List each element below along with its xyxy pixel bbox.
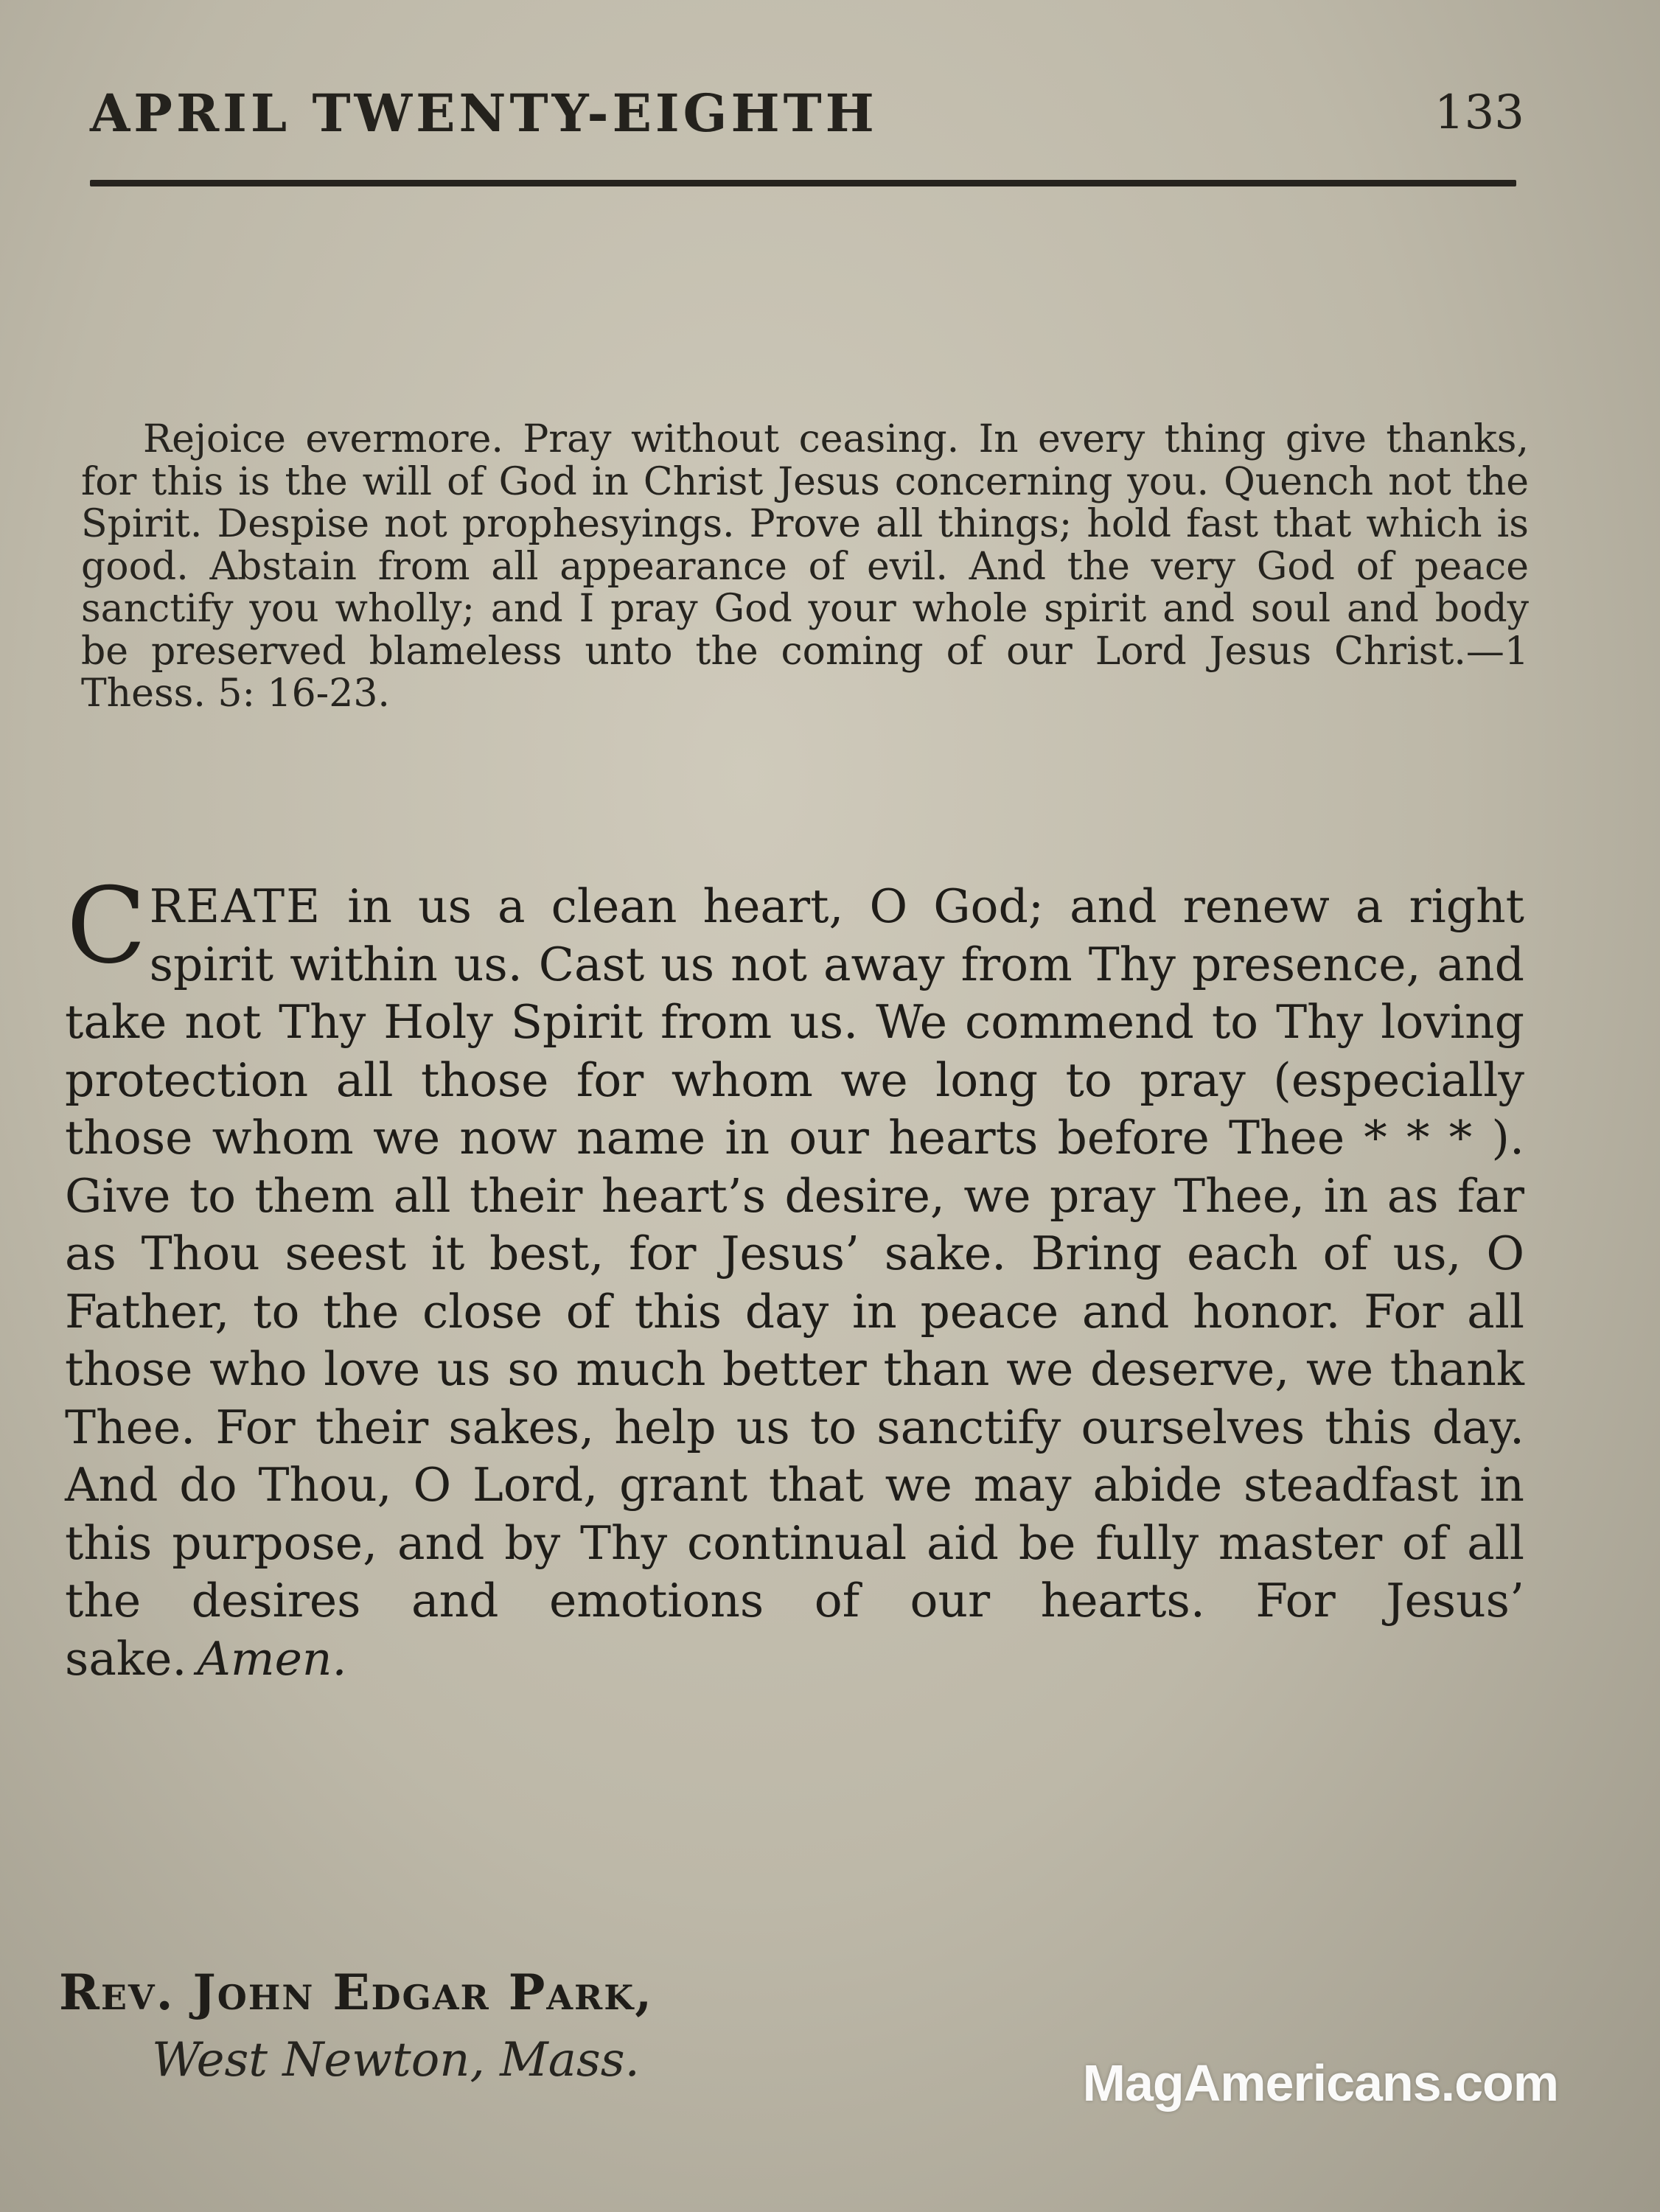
prayer-text [65,865,1524,1688]
author-location: West Newton, Mass. [152,2033,640,2087]
drop-cap: C [66,865,147,987]
header-rule [90,180,1516,186]
scripture-passage: Rejoice evermore. Pray without ceasing. In every thing give thanks, for this is the will of God in Christ Jesus concerning you. Quench not the Spirit. Despise not prophesyings. Prove all things; hold fast that which is good. Abstain from all appearance of evil. And the very God of peace sanctify you wholly; and I pray God your whole spirit and soul and body be preserved blameless unto the coming of our Lord Jesus Christ.—1 Thess. 5: 16-23. [81,417,1529,716]
prayer-lead-word: REATE [149,879,322,933]
prayer-body: in us a clean heart, O God; and renew a right spirit within us. Cast us not away from Thy presence, and take not Thy Holy Spirit from us. We commend to Thy loving protection all those for whom we long to pray (especially those whom we now name in our hearts before Thee * * * ). Give to them all their heart’s desire, we pray Thee, in as far as Thou seest it best, for Jesus’ sake. Bring each of us, O Father, to the close of this day in peace and honor. For all those who love us so much better than we deserve, we thank Thee. For their sakes, help us to sanctify ourselves this day. And do Thou, O Lord, grant that we may abide steadfast in this purpose, and by Thy continual aid be fully master of all the desires and emotions of our hearts. For Jesus’ sake. [65,879,1524,1686]
page-number: 133 [1434,86,1524,140]
page-heading: APRIL TWENTY-EIGHTH [90,83,878,144]
site-watermark: MagAmericans.com [1082,2054,1558,2112]
author-name: Rev. John Edgar Park, [59,1964,654,2021]
prayer-closing: Amen. [197,1631,347,1686]
